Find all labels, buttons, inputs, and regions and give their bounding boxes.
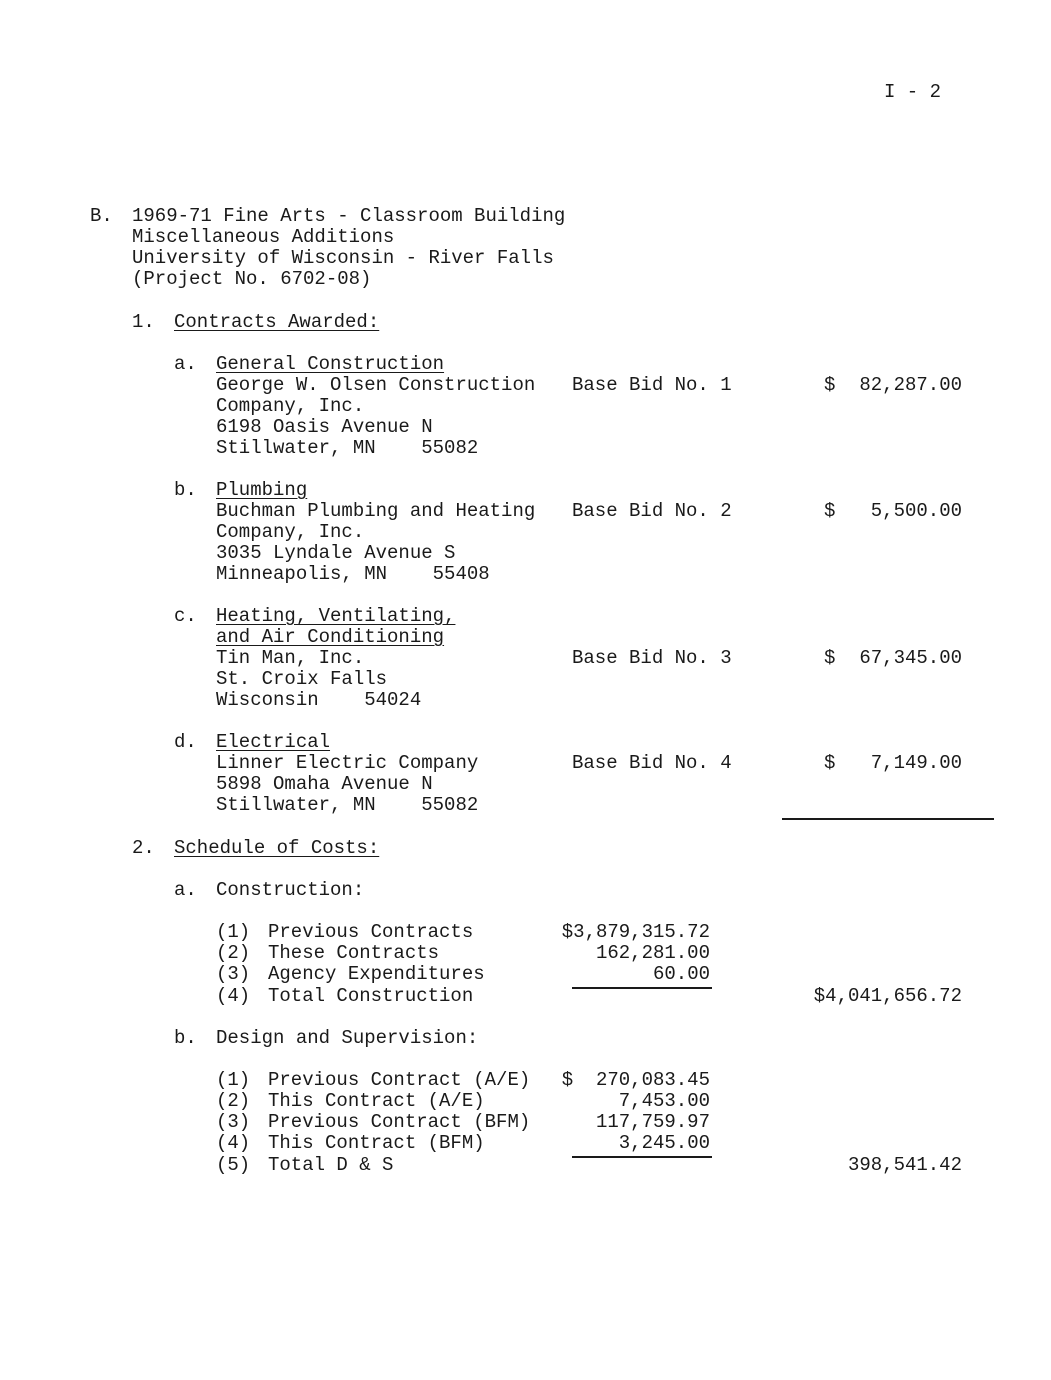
design-line-3-amount: 117,759.97 xyxy=(595,1111,710,1133)
contract-d-amount: 7,149.00 xyxy=(870,752,962,774)
design-line-4-num: (4) xyxy=(216,1132,251,1154)
section-marker: B. xyxy=(90,205,113,227)
construction-total: $4,041,656.72 xyxy=(813,985,962,1007)
contract-b-letter: b. xyxy=(174,479,197,501)
design-line-1-num: (1) xyxy=(216,1069,251,1091)
contract-a-letter: a. xyxy=(174,353,197,375)
construction-heading: Construction: xyxy=(216,879,365,901)
section-title-line-4: (Project No. 6702-08) xyxy=(132,268,372,290)
construction-line-3-num: (3) xyxy=(216,963,251,985)
contract-a-currency: $ xyxy=(824,374,836,396)
design-line-4-label: This Contract (BFM) xyxy=(268,1132,485,1154)
design-subtotal-rule xyxy=(572,1156,712,1158)
contract-c-bid: Base Bid No. 3 xyxy=(572,647,732,669)
page-number: I - 2 xyxy=(884,81,942,103)
construction-subtotal-rule xyxy=(572,987,712,989)
design-line-1-amount: $ 270,083.45 xyxy=(561,1069,710,1091)
design-line-2-amount: 7,453.00 xyxy=(618,1090,710,1112)
contract-c-contractor-line-1: Tin Man, Inc. xyxy=(216,647,365,669)
contract-d-category: Electrical xyxy=(216,731,331,753)
contract-a-contractor-line-4: Stillwater, MN 55082 xyxy=(216,437,479,459)
schedule-heading: Schedule of Costs: xyxy=(174,837,380,859)
contract-b-bid: Base Bid No. 2 xyxy=(572,500,732,522)
contract-a-contractor-line-2: Company, Inc. xyxy=(216,395,365,417)
section-title-line-1: 1969-71 Fine Arts - Classroom Building xyxy=(132,205,566,227)
design-line-2-num: (2) xyxy=(216,1090,251,1112)
construction-line-3-label: Agency Expenditures xyxy=(268,963,485,985)
contract-a-category: General Construction xyxy=(216,353,445,375)
contract-c-category-line-1: Heating, Ventilating, xyxy=(216,605,456,627)
design-line-3-label: Previous Contract (BFM) xyxy=(268,1111,531,1133)
contract-a-contractor-line-3: 6198 Oasis Avenue N xyxy=(216,416,433,438)
construction-line-4-num: (4) xyxy=(216,985,251,1007)
design-heading: Design and Supervision: xyxy=(216,1027,479,1049)
contract-c-amount: 67,345.00 xyxy=(859,647,962,669)
contracts-number: 1. xyxy=(132,311,155,333)
section-title-line-3: University of Wisconsin - River Falls xyxy=(132,247,554,269)
contract-c-currency: $ xyxy=(824,647,836,669)
contract-b-contractor-line-4: Minneapolis, MN 55408 xyxy=(216,563,490,585)
contract-c-category-line-2: and Air Conditioning xyxy=(216,626,445,648)
contract-d-contractor-line-1: Linner Electric Company xyxy=(216,752,479,774)
section-title-line-2: Miscellaneous Additions xyxy=(132,226,395,248)
contract-c-contractor-line-3: Wisconsin 54024 xyxy=(216,689,422,711)
contracts-total-rule xyxy=(782,818,994,820)
contract-b-currency: $ xyxy=(824,500,836,522)
design-line-5-num: (5) xyxy=(216,1154,251,1176)
design-letter: b. xyxy=(174,1027,197,1049)
contract-b-contractor-line-2: Company, Inc. xyxy=(216,521,365,543)
construction-line-1-num: (1) xyxy=(216,921,251,943)
contract-b-category: Plumbing xyxy=(216,479,308,501)
construction-line-3-amount: 60.00 xyxy=(652,963,710,985)
design-line-1-label: Previous Contract (A/E) xyxy=(268,1069,531,1091)
contract-a-amount: 82,287.00 xyxy=(859,374,962,396)
construction-line-1-label: Previous Contracts xyxy=(268,921,474,943)
design-line-2-label: This Contract (A/E) xyxy=(268,1090,485,1112)
contract-d-currency: $ xyxy=(824,752,836,774)
construction-line-2-num: (2) xyxy=(216,942,251,964)
design-line-3-num: (3) xyxy=(216,1111,251,1133)
contract-d-contractor-line-2: 5898 Omaha Avenue N xyxy=(216,773,433,795)
construction-letter: a. xyxy=(174,879,197,901)
construction-line-4-label: Total Construction xyxy=(268,985,474,1007)
contract-d-bid: Base Bid No. 4 xyxy=(572,752,732,774)
schedule-number: 2. xyxy=(132,837,155,859)
contract-d-letter: d. xyxy=(174,731,197,753)
contract-b-amount: 5,500.00 xyxy=(870,500,962,522)
construction-line-1-amount: $3,879,315.72 xyxy=(561,921,710,943)
contract-a-contractor-line-1: George W. Olsen Construction xyxy=(216,374,536,396)
design-line-4-amount: 3,245.00 xyxy=(618,1132,710,1154)
construction-line-2-amount: 162,281.00 xyxy=(595,942,710,964)
contract-b-contractor-line-3: 3035 Lyndale Avenue S xyxy=(216,542,456,564)
contract-c-contractor-line-2: St. Croix Falls xyxy=(216,668,388,690)
contract-c-letter: c. xyxy=(174,605,197,627)
construction-line-2-label: These Contracts xyxy=(268,942,440,964)
contracts-heading: Contracts Awarded: xyxy=(174,311,380,333)
design-line-5-label: Total D & S xyxy=(268,1154,394,1176)
contract-a-bid: Base Bid No. 1 xyxy=(572,374,732,396)
contract-b-contractor-line-1: Buchman Plumbing and Heating xyxy=(216,500,536,522)
contract-d-contractor-line-3: Stillwater, MN 55082 xyxy=(216,794,479,816)
design-total: 398,541.42 xyxy=(847,1154,962,1176)
